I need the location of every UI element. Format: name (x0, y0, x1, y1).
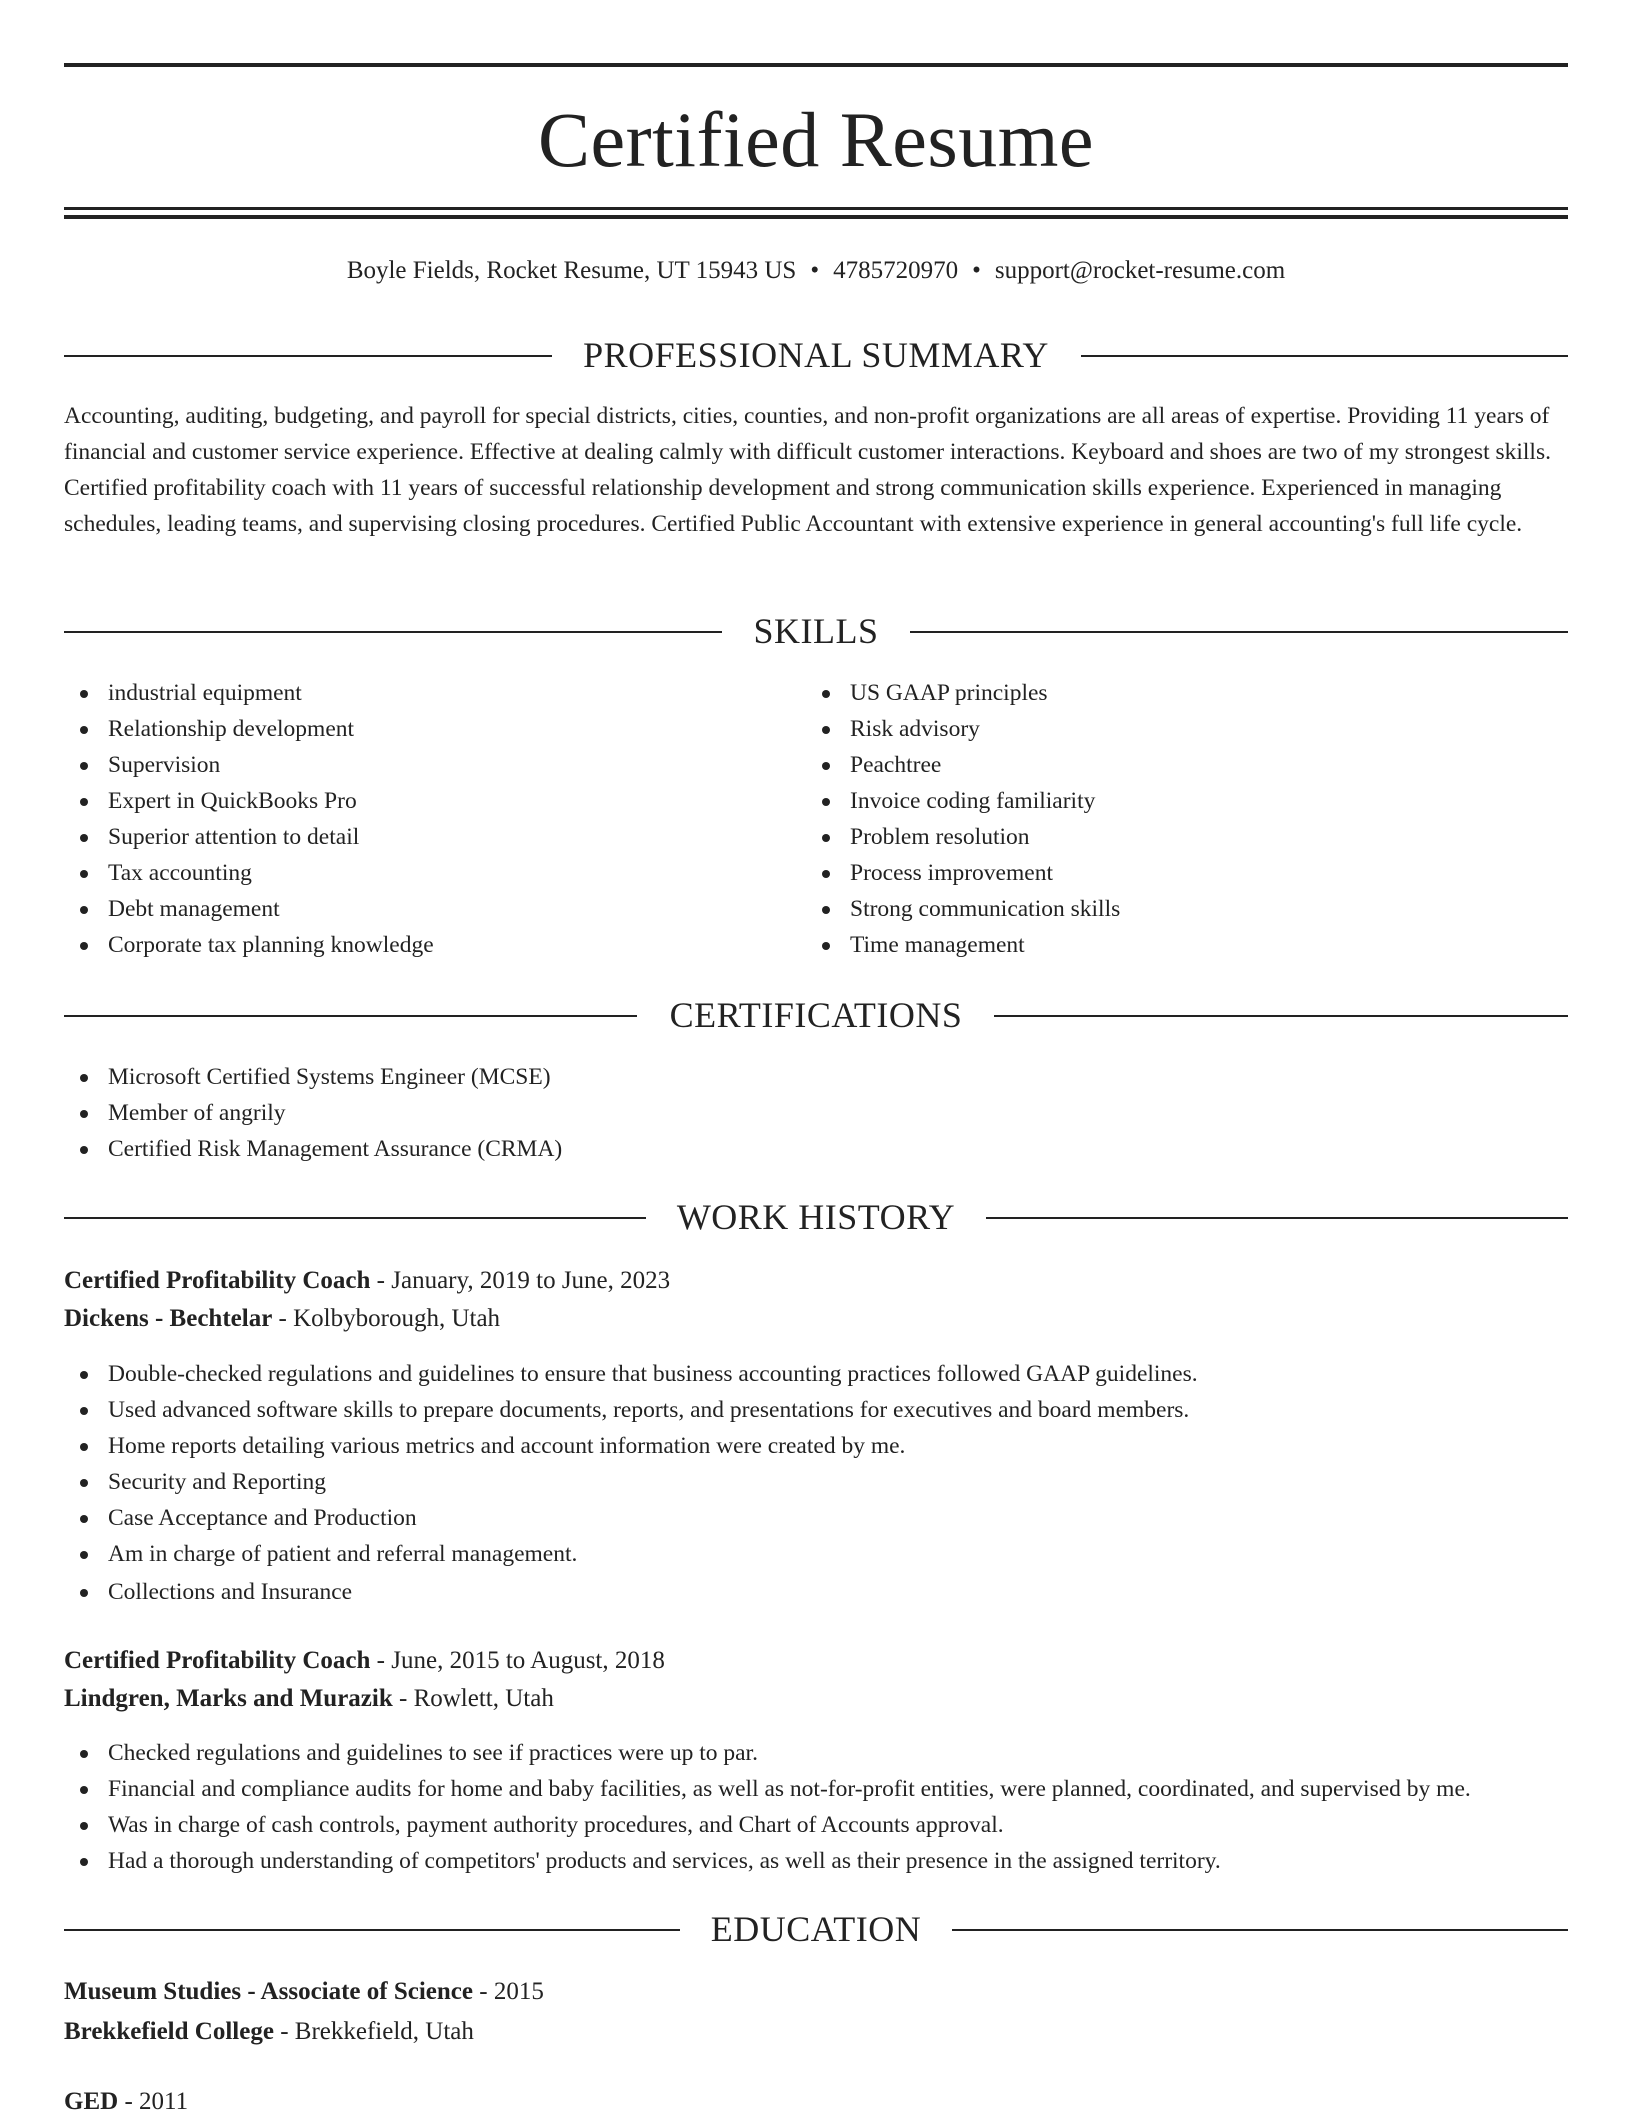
skill-item: Peachtree (806, 747, 1546, 783)
job-duties-list (64, 1735, 1568, 1879)
skill-item: Debt management (64, 891, 804, 927)
job-title: Certified Profitability Coach (64, 1647, 371, 1674)
education-degree-line (64, 1974, 1568, 2010)
summary-heading (64, 333, 1568, 377)
education-school-line (64, 2014, 1568, 2050)
job-location: - Rowlett, Utah (392, 1685, 554, 1712)
job-company-line (64, 1681, 1568, 1717)
job-title-line (64, 1643, 1568, 1679)
skill-item: Relationship development (64, 711, 804, 747)
skill-item: Time management (806, 927, 1546, 963)
job-duties-list (64, 1356, 1568, 1610)
contact-separator: • (972, 257, 981, 284)
education-year: - 2011 (118, 2088, 189, 2112)
summary-text: Accounting, auditing, budgeting, and payroll for special districts, cities, counties, and non-profit organizations are all areas of expertise. Providing 11 years of financial and customer service experience. Effective at dealing calmly with difficult customer interactions. Keyboard and shoes are two of my strongest skills. Certified profitability coach with 11 years of successful relationship development and strong communication skills experience. Experienced in managing schedules, leading teams, and supervising closing procedures. Certified Public Accountant with extensive experience in general accounting's full life cycle. (64, 403, 1551, 537)
certification-item: Member of angrily (64, 1095, 1568, 1131)
skill-item: Corporate tax planning knowledge (64, 927, 804, 963)
education-year: - 2015 (473, 1978, 544, 2005)
education-degree: GED (64, 2088, 119, 2112)
title-double-rule-upper (64, 207, 1568, 210)
resume-title: Certified Resume (537, 96, 1095, 183)
job-duty: Was in charge of cash controls, payment authority procedures, and Chart of Accounts approval. (64, 1807, 1568, 1843)
contact-separator: • (810, 257, 820, 284)
job-company-line (64, 1301, 1568, 1337)
certification-item: Microsoft Certified Systems Engineer (MCSE) (64, 1059, 1568, 1095)
contact-phone: 4785720970 (833, 257, 959, 284)
top-rule (64, 63, 1568, 67)
job-duty: Am in charge of patient and referral management. (64, 1536, 1568, 1572)
education-heading (64, 1907, 1568, 1951)
skill-item: Risk advisory (806, 711, 1546, 747)
job-title-line (64, 1263, 1568, 1299)
job-duty: Double-checked regulations and guidelines to ensure that business accounting practices followed GAAP guidelines. (64, 1356, 1568, 1392)
work-history-heading (64, 1195, 1568, 1239)
skill-item: Invoice coding familiarity (806, 783, 1546, 819)
skill-item: Process improvement (806, 855, 1546, 891)
job-duty: Used advanced software skills to prepare documents, reports, and presentations for executives and board members. (64, 1392, 1568, 1428)
skills-list-left (64, 675, 804, 963)
education-heading-label: EDUCATION (710, 1909, 922, 1949)
skill-item: Superior attention to detail (64, 819, 804, 855)
job-company: Dickens - Bechtelar (64, 1305, 273, 1332)
skill-item: US GAAP principles (806, 675, 1546, 711)
job-duty: Financial and compliance audits for home and baby facilities, as well as not-for-profit entities, were planned, coordinated, and supervised by me. (64, 1771, 1568, 1807)
job-title: Certified Profitability Coach (64, 1267, 371, 1294)
certifications-list (64, 1059, 1568, 1167)
job-location: - Kolbyborough, Utah (272, 1305, 501, 1332)
job-duty: Collections and Insurance (64, 1574, 1568, 1610)
job-dates: - January, 2019 to June, 2023 (370, 1267, 671, 1294)
education-school: Brekkefield College (64, 2018, 274, 2045)
skill-item: industrial equipment (64, 675, 804, 711)
job-company: Lindgren, Marks and Murazik (64, 1685, 393, 1712)
education-degree-line (64, 2084, 1568, 2112)
work-history-heading-label: WORK HISTORY (676, 1197, 956, 1237)
job-dates: - June, 2015 to August, 2018 (370, 1647, 665, 1674)
skill-item: Strong communication skills (806, 891, 1546, 927)
summary-heading-label: PROFESSIONAL SUMMARY (583, 335, 1049, 375)
job-duty: Security and Reporting (64, 1464, 1568, 1500)
skills-list-right (806, 675, 1546, 963)
skills-heading (64, 609, 1568, 653)
certifications-heading-label: CERTIFICATIONS (669, 995, 963, 1035)
education-location: - Brekkefield, Utah (273, 2018, 474, 2045)
skills-heading-label: SKILLS (753, 611, 879, 651)
contact-email: support@rocket-resume.com (994, 257, 1286, 284)
certifications-heading (64, 993, 1568, 1037)
contact-line (64, 255, 1568, 287)
skill-item: Supervision (64, 747, 804, 783)
contact-address: Boyle Fields, Rocket Resume, UT 15943 US (346, 257, 797, 284)
job-duty: Case Acceptance and Production (64, 1500, 1568, 1536)
job-duty: Checked regulations and guidelines to see if practices were up to par. (64, 1735, 1568, 1771)
job-duty: Home reports detailing various metrics and account information were created by me. (64, 1428, 1568, 1464)
certification-item: Certified Risk Management Assurance (CRMA) (64, 1131, 1568, 1167)
education-degree: Museum Studies - Associate of Science (64, 1978, 473, 2005)
title-double-rule-lower (64, 215, 1568, 219)
job-duty: Had a thorough understanding of competitors' products and services, as well as their presence in the assigned territory. (64, 1843, 1568, 1879)
skill-item: Tax accounting (64, 855, 804, 891)
skill-item: Problem resolution (806, 819, 1546, 855)
skill-item: Expert in QuickBooks Pro (64, 783, 804, 819)
